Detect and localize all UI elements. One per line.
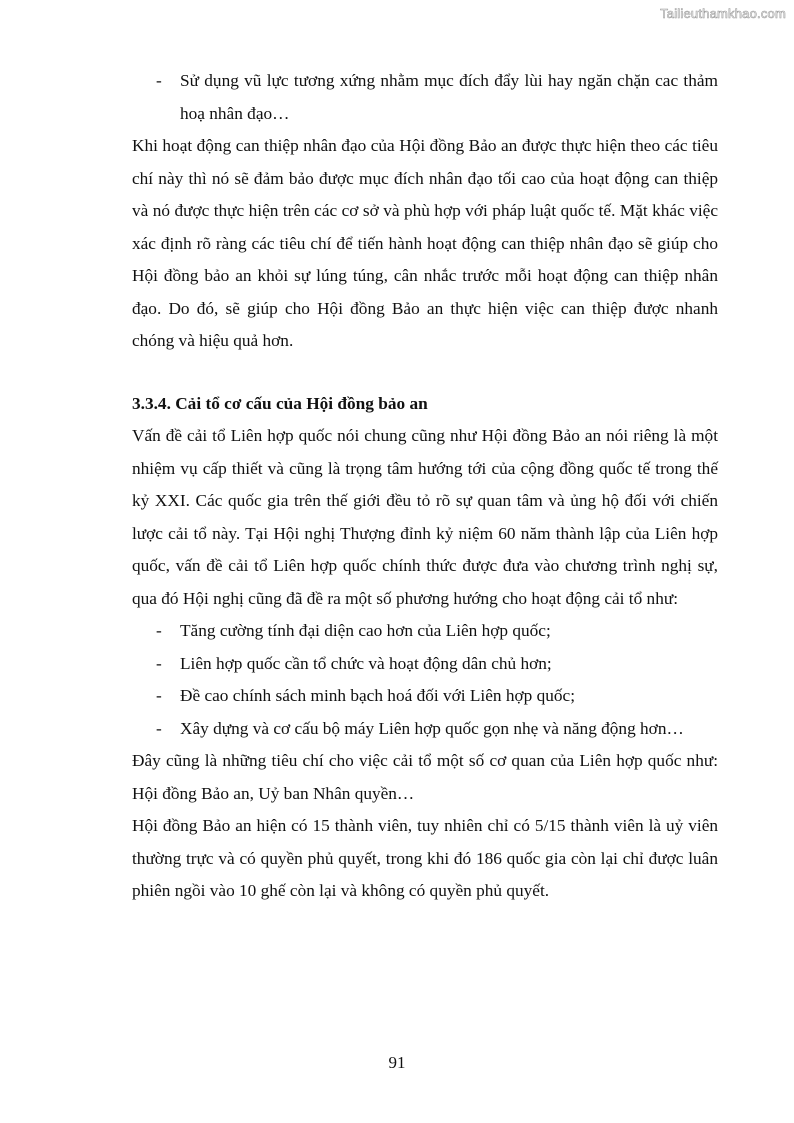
list-item [132,713,718,746]
bullet-dash: - [156,718,162,738]
list-item [132,615,718,648]
list-item-text: Đề cao chính sách minh bạch hoá đối với Liên hợp quốc; [180,686,575,705]
list-item-text: Xây dựng và cơ cấu bộ máy Liên hợp quốc gọn nhẹ và năng động hơn… [180,718,684,738]
list-item [132,648,718,681]
watermark: Tailieuthamkhao.com [660,6,786,21]
paragraph-reform-intro: Vấn đề cải tổ Liên hợp quốc nói chung cũng như Hội đồng Bảo an nói riêng là một nhiệm vụ cấp thiết và cũng là trọng tâm hướng tới của cộng đồng quốc tế trong thế kỷ XXI. Các quốc gia trên thế giới đều tỏ rõ sự quan tâm và ủng hộ đối với chiến lược cải tổ này. Tại Hội nghị Thượng đỉnh kỷ niệm 60 năm thành lập của Liên hợp quốc, vấn đề cải tổ Liên hợp quốc chính thức được đưa vào chương trình nghị sự, qua đó Hội nghị cũng đã đề ra một số phương hướng cho hoạt động cải tổ như: [132,426,718,608]
list-item-text: Liên hợp quốc cần tổ chức và hoạt động dân chủ hơn; [180,653,552,673]
intro-bullet-list [132,65,718,130]
bullet-dash: - [156,71,162,90]
list-item [132,680,718,713]
paragraph-security-council-members: Hội đồng Bảo an hiện có 15 thành viên, tuy nhiên chỉ có 5/15 thành viên là uỷ viên thường trực và có quyền phủ quyết, trong khi đó 186 quốc gia còn lại chỉ được luân phiên ngồi vào 10 ghế còn lại và không có quyền phủ quyết. [132,816,718,900]
reform-bullet-list [132,615,718,745]
list-item [132,65,718,130]
document-body [132,65,718,908]
bullet-dash: - [156,686,162,705]
bullet-dash: - [156,653,162,673]
paragraph-reform-criteria: Đây cũng là những tiêu chí cho việc cải tổ một số cơ quan của Liên hợp quốc như: Hội đồng Bảo an, Uỷ ban Nhân quyền… [132,751,718,803]
section-heading: 3.3.4. Cải tổ cơ cấu của Hội đồng bảo an [132,393,428,413]
paragraph-criteria: Khi hoạt động can thiệp nhân đạo của Hội đồng Bảo an được thực hiện theo các tiêu chí này thì nó sẽ đảm bảo được mục đích nhân đạo tối cao của hoạt động can thiệp và nó được thực hiện trên các cơ sở và phù hợp với pháp luật quốc tế. Mặt khác việc xác định rõ ràng các tiêu chí để tiến hành hoạt động can thiệp nhân đạo sẽ giúp cho Hội đồng bảo an khỏi sự lúng túng, cân nhắc trước mỗi hoạt động can thiệp nhân đạo. Do đó, sẽ giúp cho Hội đồng Bảo an thực hiện việc can thiệp được nhanh chóng và hiệu quả hơn. [132,136,718,350]
list-item-text: Sử dụng vũ lực tương xứng nhằm mục đích đẩy lùi hay ngăn chặn cac thảm hoạ nhân đạo… [180,71,718,123]
bullet-dash: - [156,621,162,640]
list-item-text: Tăng cường tính đại diện cao hơn của Liên hợp quốc; [180,621,551,640]
page-number: 91 [388,1053,406,1072]
